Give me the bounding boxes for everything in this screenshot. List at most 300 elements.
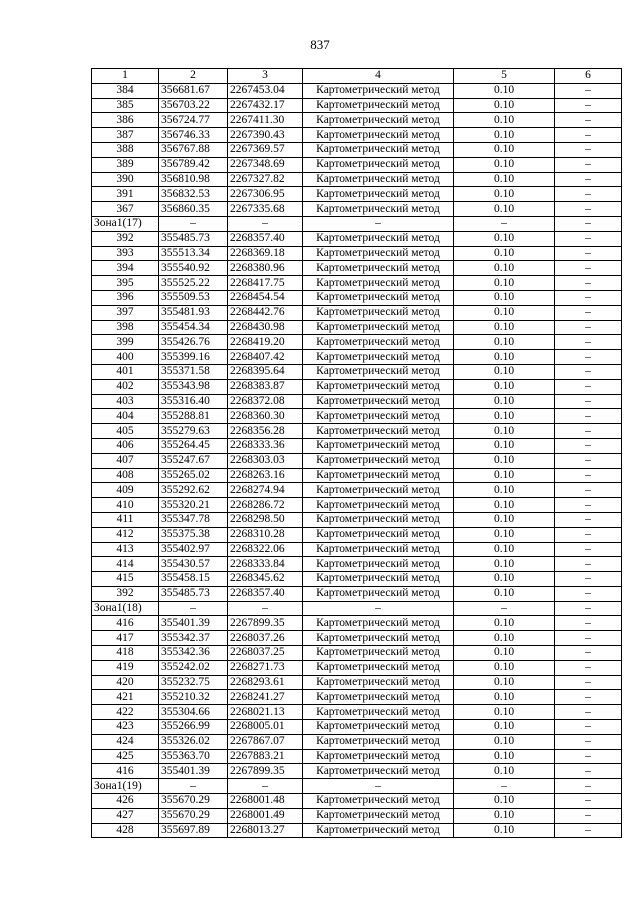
table-row [92, 276, 622, 291]
point-number-cell: 393 [92, 246, 159, 261]
x-coordinate-cell: 355513.34 [159, 246, 228, 261]
point-number-cell: 402 [92, 379, 159, 394]
x-coordinate-cell: 355279.63 [159, 424, 228, 439]
column-header: 6 [555, 69, 622, 84]
note-cell: – [555, 113, 622, 128]
point-number-cell: 426 [92, 794, 159, 809]
x-coordinate-cell: 356746.33 [159, 128, 228, 143]
accuracy-cell: 0.10 [454, 350, 555, 365]
method-cell: Картометрический метод [303, 202, 454, 217]
table-row [92, 660, 622, 675]
x-coordinate-cell: 355399.16 [159, 350, 228, 365]
point-number-cell: 428 [92, 823, 159, 838]
method-cell: Картометрический метод [303, 749, 454, 764]
note-cell: – [555, 749, 622, 764]
column-header: 1 [92, 69, 159, 84]
note-cell: – [555, 483, 622, 498]
method-cell: Картометрический метод [303, 350, 454, 365]
note-cell: – [555, 305, 622, 320]
accuracy-cell: 0.10 [454, 749, 555, 764]
point-number-cell: 390 [92, 172, 159, 187]
point-number-cell: 409 [92, 483, 159, 498]
accuracy-cell: 0.10 [454, 142, 555, 157]
method-cell: Картометрический метод [303, 290, 454, 305]
note-cell: – [555, 231, 622, 246]
x-coordinate-cell: 355401.39 [159, 764, 228, 779]
method-cell: Картометрический метод [303, 157, 454, 172]
method-cell: Картометрический метод [303, 320, 454, 335]
point-number-cell: 423 [92, 720, 159, 735]
method-cell: Картометрический метод [303, 616, 454, 631]
note-cell: – [555, 572, 622, 587]
method-cell: – [303, 779, 454, 794]
y-coordinate-cell: 2268417.75 [228, 276, 303, 291]
note-cell: – [555, 394, 622, 409]
x-coordinate-cell: 356681.67 [159, 83, 228, 98]
note-cell: – [555, 779, 622, 794]
y-coordinate-cell: 2268271.73 [228, 660, 303, 675]
y-coordinate-cell: 2268037.25 [228, 646, 303, 661]
table-row [92, 335, 622, 350]
y-coordinate-cell: 2268430.98 [228, 320, 303, 335]
accuracy-cell: 0.10 [454, 690, 555, 705]
accuracy-cell: 0.10 [454, 172, 555, 187]
accuracy-cell: 0.10 [454, 794, 555, 809]
y-coordinate-cell: 2268357.40 [228, 231, 303, 246]
note-cell: – [555, 734, 622, 749]
table-row [92, 231, 622, 246]
note-cell: – [555, 157, 622, 172]
method-cell: Картометрический метод [303, 512, 454, 527]
method-cell: Картометрический метод [303, 305, 454, 320]
point-number-cell: 400 [92, 350, 159, 365]
accuracy-cell: 0.10 [454, 290, 555, 305]
note-cell: – [555, 424, 622, 439]
table-row [92, 631, 622, 646]
x-coordinate-cell: 355670.29 [159, 808, 228, 823]
x-coordinate-cell: 355242.02 [159, 660, 228, 675]
x-coordinate-cell: 356703.22 [159, 98, 228, 113]
table-row [92, 261, 622, 276]
table-row [92, 424, 622, 439]
note-cell: – [555, 364, 622, 379]
x-coordinate-cell: 356832.53 [159, 187, 228, 202]
accuracy-cell: 0.10 [454, 675, 555, 690]
point-number-cell: 399 [92, 335, 159, 350]
note-cell: – [555, 128, 622, 143]
point-number-cell: 385 [92, 98, 159, 113]
accuracy-cell: 0.10 [454, 157, 555, 172]
table-row [92, 468, 622, 483]
point-number-cell: 420 [92, 675, 159, 690]
y-coordinate-cell: 2268322.06 [228, 542, 303, 557]
method-cell: Картометрический метод [303, 142, 454, 157]
note-cell: – [555, 246, 622, 261]
accuracy-cell: 0.10 [454, 646, 555, 661]
y-coordinate-cell: 2268345.62 [228, 572, 303, 587]
x-coordinate-cell: – [159, 779, 228, 794]
note-cell: – [555, 557, 622, 572]
x-coordinate-cell: 355426.76 [159, 335, 228, 350]
method-cell: Картометрический метод [303, 823, 454, 838]
point-number-cell: 417 [92, 631, 159, 646]
point-number-cell: 387 [92, 128, 159, 143]
y-coordinate-cell: 2268380.96 [228, 261, 303, 276]
accuracy-cell: – [454, 779, 555, 794]
accuracy-cell: 0.10 [454, 512, 555, 527]
y-coordinate-cell: 2268013.27 [228, 823, 303, 838]
note-cell: – [555, 823, 622, 838]
table-row [92, 586, 622, 601]
y-coordinate-cell: 2268333.36 [228, 438, 303, 453]
point-number-cell: 401 [92, 364, 159, 379]
zone-header-row [92, 779, 622, 794]
table-row [92, 438, 622, 453]
accuracy-cell: 0.10 [454, 808, 555, 823]
x-coordinate-cell: 355401.39 [159, 616, 228, 631]
accuracy-cell: 0.10 [454, 557, 555, 572]
accuracy-cell: 0.10 [454, 305, 555, 320]
x-coordinate-cell: 355454.34 [159, 320, 228, 335]
point-number-cell: 425 [92, 749, 159, 764]
note-cell: – [555, 187, 622, 202]
point-number-cell: 411 [92, 512, 159, 527]
column-header: 3 [228, 69, 303, 84]
column-header: 5 [454, 69, 555, 84]
y-coordinate-cell: 2268274.94 [228, 483, 303, 498]
table-row [92, 350, 622, 365]
table-row [92, 690, 622, 705]
accuracy-cell: 0.10 [454, 660, 555, 675]
table-row [92, 98, 622, 113]
table-header-row [92, 69, 622, 84]
accuracy-cell: 0.10 [454, 572, 555, 587]
table-row [92, 720, 622, 735]
y-coordinate-cell: 2268310.28 [228, 527, 303, 542]
table-row [92, 290, 622, 305]
table-row [92, 616, 622, 631]
x-coordinate-cell: 355371.58 [159, 364, 228, 379]
point-number-cell: 396 [92, 290, 159, 305]
y-coordinate-cell: 2268360.30 [228, 409, 303, 424]
accuracy-cell: 0.10 [454, 98, 555, 113]
y-coordinate-cell: 2267369.57 [228, 142, 303, 157]
accuracy-cell: 0.10 [454, 705, 555, 720]
point-number-cell: 413 [92, 542, 159, 557]
method-cell: Картометрический метод [303, 128, 454, 143]
accuracy-cell: 0.10 [454, 542, 555, 557]
method-cell: Картометрический метод [303, 231, 454, 246]
table-row [92, 808, 622, 823]
method-cell: Картометрический метод [303, 172, 454, 187]
table-body [92, 83, 622, 838]
accuracy-cell: 0.10 [454, 128, 555, 143]
accuracy-cell: 0.10 [454, 409, 555, 424]
point-number-cell: 418 [92, 646, 159, 661]
accuracy-cell: 0.10 [454, 483, 555, 498]
table-row [92, 113, 622, 128]
note-cell: – [555, 660, 622, 675]
accuracy-cell: 0.10 [454, 113, 555, 128]
column-header: 2 [159, 69, 228, 84]
table-row [92, 142, 622, 157]
method-cell: Картометрический метод [303, 557, 454, 572]
table-row [92, 498, 622, 513]
note-cell: – [555, 616, 622, 631]
y-coordinate-cell: 2267899.35 [228, 764, 303, 779]
method-cell: Картометрический метод [303, 720, 454, 735]
y-coordinate-cell: 2267899.35 [228, 616, 303, 631]
y-coordinate-cell: 2268005.01 [228, 720, 303, 735]
x-coordinate-cell: 356767.88 [159, 142, 228, 157]
method-cell: Картометрический метод [303, 424, 454, 439]
point-number-cell: 414 [92, 557, 159, 572]
x-coordinate-cell: 356789.42 [159, 157, 228, 172]
table-row [92, 542, 622, 557]
table-row [92, 512, 622, 527]
point-number-cell: 419 [92, 660, 159, 675]
point-number-cell: 406 [92, 438, 159, 453]
point-number-cell: 416 [92, 616, 159, 631]
note-cell: – [555, 586, 622, 601]
point-number-cell: 398 [92, 320, 159, 335]
y-coordinate-cell: 2267306.95 [228, 187, 303, 202]
method-cell: Картометрический метод [303, 808, 454, 823]
method-cell: Картометрический метод [303, 246, 454, 261]
point-number-cell: 392 [92, 586, 159, 601]
y-coordinate-cell: 2267390.43 [228, 128, 303, 143]
note-cell: – [555, 690, 622, 705]
note-cell: – [555, 720, 622, 735]
accuracy-cell: 0.10 [454, 468, 555, 483]
accuracy-cell: 0.10 [454, 720, 555, 735]
accuracy-cell: – [454, 601, 555, 616]
method-cell: Картометрический метод [303, 379, 454, 394]
x-coordinate-cell: – [159, 216, 228, 231]
point-number-cell: 410 [92, 498, 159, 513]
y-coordinate-cell: 2267883.21 [228, 749, 303, 764]
accuracy-cell: 0.10 [454, 823, 555, 838]
note-cell: – [555, 705, 622, 720]
zone-header-row [92, 601, 622, 616]
y-coordinate-cell: 2268303.03 [228, 453, 303, 468]
method-cell: Картометрический метод [303, 394, 454, 409]
y-coordinate-cell: 2268369.18 [228, 246, 303, 261]
accuracy-cell: 0.10 [454, 231, 555, 246]
x-coordinate-cell: 355292.62 [159, 483, 228, 498]
method-cell: Картометрический метод [303, 764, 454, 779]
accuracy-cell: 0.10 [454, 438, 555, 453]
point-number-cell: 392 [92, 231, 159, 246]
table-row [92, 83, 622, 98]
method-cell: Картометрический метод [303, 542, 454, 557]
note-cell: – [555, 512, 622, 527]
method-cell: Картометрический метод [303, 734, 454, 749]
table-row [92, 764, 622, 779]
table-row [92, 364, 622, 379]
note-cell: – [555, 335, 622, 350]
table-row [92, 409, 622, 424]
note-cell: – [555, 631, 622, 646]
accuracy-cell: 0.10 [454, 187, 555, 202]
table-row [92, 379, 622, 394]
point-number-cell: 416 [92, 764, 159, 779]
table-row [92, 157, 622, 172]
y-coordinate-cell: 2268021.13 [228, 705, 303, 720]
y-coordinate-cell: 2268383.87 [228, 379, 303, 394]
y-coordinate-cell: 2268037.26 [228, 631, 303, 646]
method-cell: Картометрический метод [303, 98, 454, 113]
point-number-cell: 408 [92, 468, 159, 483]
table-row [92, 483, 622, 498]
point-number-cell: 404 [92, 409, 159, 424]
accuracy-cell: 0.10 [454, 202, 555, 217]
method-cell: Картометрический метод [303, 83, 454, 98]
note-cell: – [555, 453, 622, 468]
y-coordinate-cell: 2268357.40 [228, 586, 303, 601]
note-cell: – [555, 646, 622, 661]
table-row [92, 749, 622, 764]
accuracy-cell: 0.10 [454, 335, 555, 350]
zone-label-cell: Зона1(18) [92, 601, 159, 616]
method-cell: Картометрический метод [303, 705, 454, 720]
x-coordinate-cell: 355670.29 [159, 794, 228, 809]
note-cell: – [555, 290, 622, 305]
x-coordinate-cell: 355232.75 [159, 675, 228, 690]
point-number-cell: 395 [92, 276, 159, 291]
x-coordinate-cell: 355485.73 [159, 231, 228, 246]
note-cell: – [555, 142, 622, 157]
note-cell: – [555, 320, 622, 335]
method-cell: Картометрический метод [303, 438, 454, 453]
y-coordinate-cell: 2267867.07 [228, 734, 303, 749]
note-cell: – [555, 438, 622, 453]
accuracy-cell: 0.10 [454, 498, 555, 513]
page-number: 837 [310, 37, 330, 52]
x-coordinate-cell: 355343.98 [159, 379, 228, 394]
point-number-cell: 386 [92, 113, 159, 128]
point-number-cell: 422 [92, 705, 159, 720]
table-row [92, 320, 622, 335]
method-cell: Картометрический метод [303, 276, 454, 291]
table-row [92, 246, 622, 261]
x-coordinate-cell: 355347.78 [159, 512, 228, 527]
x-coordinate-cell: 355540.92 [159, 261, 228, 276]
note-cell: – [555, 216, 622, 231]
note-cell: – [555, 542, 622, 557]
y-coordinate-cell: 2267453.04 [228, 83, 303, 98]
x-coordinate-cell: 355316.40 [159, 394, 228, 409]
note-cell: – [555, 764, 622, 779]
y-coordinate-cell: 2268001.48 [228, 794, 303, 809]
method-cell: – [303, 601, 454, 616]
zone-header-row [92, 216, 622, 231]
y-coordinate-cell: 2268333.84 [228, 557, 303, 572]
y-coordinate-cell: 2268454.54 [228, 290, 303, 305]
note-cell: – [555, 98, 622, 113]
x-coordinate-cell: 355326.02 [159, 734, 228, 749]
method-cell: Картометрический метод [303, 453, 454, 468]
note-cell: – [555, 527, 622, 542]
x-coordinate-cell: 355375.38 [159, 527, 228, 542]
method-cell: Картометрический метод [303, 675, 454, 690]
table-row [92, 794, 622, 809]
point-number-cell: 412 [92, 527, 159, 542]
table-row [92, 646, 622, 661]
x-coordinate-cell: 355342.37 [159, 631, 228, 646]
x-coordinate-cell: 355320.21 [159, 498, 228, 513]
x-coordinate-cell: 356810.98 [159, 172, 228, 187]
table-row [92, 453, 622, 468]
method-cell: Картометрический метод [303, 527, 454, 542]
table-row [92, 557, 622, 572]
column-header: 4 [303, 69, 454, 84]
x-coordinate-cell: 356860.35 [159, 202, 228, 217]
note-cell: – [555, 409, 622, 424]
zone-label-cell: Зона1(19) [92, 779, 159, 794]
zone-label-cell: Зона1(17) [92, 216, 159, 231]
y-coordinate-cell: 2267432.17 [228, 98, 303, 113]
table-row [92, 572, 622, 587]
y-coordinate-cell: 2268372.08 [228, 394, 303, 409]
point-number-cell: 407 [92, 453, 159, 468]
note-cell: – [555, 276, 622, 291]
x-coordinate-cell: 355697.89 [159, 823, 228, 838]
method-cell: Картометрический метод [303, 409, 454, 424]
x-coordinate-cell: 355210.32 [159, 690, 228, 705]
method-cell: Картометрический метод [303, 498, 454, 513]
point-number-cell: 405 [92, 424, 159, 439]
point-number-cell: 415 [92, 572, 159, 587]
table-row [92, 823, 622, 838]
accuracy-cell: 0.10 [454, 364, 555, 379]
x-coordinate-cell: 355458.15 [159, 572, 228, 587]
note-cell: – [555, 350, 622, 365]
method-cell: Картометрический метод [303, 690, 454, 705]
accuracy-cell: 0.10 [454, 764, 555, 779]
method-cell: – [303, 216, 454, 231]
method-cell: Картометрический метод [303, 335, 454, 350]
accuracy-cell: 0.10 [454, 527, 555, 542]
accuracy-cell: 0.10 [454, 379, 555, 394]
accuracy-cell: 0.10 [454, 261, 555, 276]
table-row [92, 172, 622, 187]
note-cell: – [555, 498, 622, 513]
method-cell: Картометрический метод [303, 572, 454, 587]
accuracy-cell: 0.10 [454, 276, 555, 291]
y-coordinate-cell: – [228, 779, 303, 794]
table-row [92, 305, 622, 320]
method-cell: Картометрический метод [303, 631, 454, 646]
x-coordinate-cell: 355485.73 [159, 586, 228, 601]
y-coordinate-cell: – [228, 216, 303, 231]
note-cell: – [555, 202, 622, 217]
x-coordinate-cell: 355481.93 [159, 305, 228, 320]
y-coordinate-cell: 2268293.61 [228, 675, 303, 690]
note-cell: – [555, 261, 622, 276]
point-number-cell: 421 [92, 690, 159, 705]
table-row [92, 202, 622, 217]
y-coordinate-cell: 2268407.42 [228, 350, 303, 365]
accuracy-cell: 0.10 [454, 453, 555, 468]
table-row [92, 394, 622, 409]
method-cell: Картометрический метод [303, 113, 454, 128]
x-coordinate-cell: 355264.45 [159, 438, 228, 453]
y-coordinate-cell: 2268298.50 [228, 512, 303, 527]
x-coordinate-cell: 355304.66 [159, 705, 228, 720]
x-coordinate-cell: 355342.36 [159, 646, 228, 661]
y-coordinate-cell: 2267335.68 [228, 202, 303, 217]
